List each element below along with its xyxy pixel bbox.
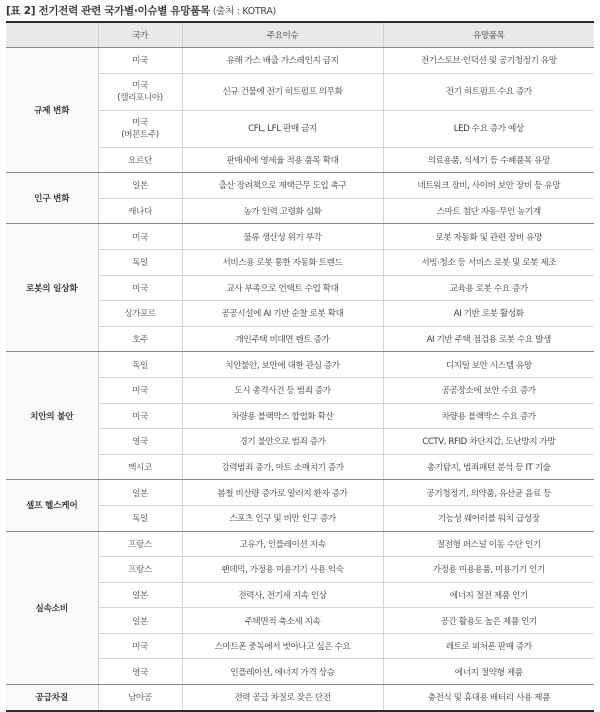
issue-cell: 팬데믹, 가정용 미용기기 사용 익숙 xyxy=(182,557,383,583)
table-row xyxy=(6,48,594,74)
issue-cell: 농가 인력 고령화 심화 xyxy=(182,198,383,224)
country-cell: 영국 xyxy=(98,659,182,685)
country-cell: 미국 xyxy=(98,377,182,403)
country-cell: 요르단 xyxy=(98,147,182,173)
item-cell: 스마트 첨단 자동·무인 농기계 xyxy=(383,198,594,224)
table-header-row xyxy=(6,22,594,48)
table-row xyxy=(6,480,594,506)
item-cell: 네트워크 장비, 사이버 보안 장비 등 유망 xyxy=(383,173,594,199)
header-item: 유망품목 xyxy=(383,22,594,48)
issue-cell: 스마트폰 중독에서 벗어나고 싶은 수요 xyxy=(182,633,383,659)
header-category xyxy=(6,22,98,48)
item-cell: 전기 히트펌프 수요 증가 xyxy=(383,73,594,110)
country-cell: 일본 xyxy=(98,582,182,608)
country-cell: 멕시코 xyxy=(98,454,182,480)
item-cell: AI 기반 로봇 활성화 xyxy=(383,301,594,327)
issue-cell: 물류 생산성 위기 부각 xyxy=(182,224,383,250)
country-cell: 프랑스 xyxy=(98,557,182,583)
table-row xyxy=(6,685,594,711)
country-cell: 프랑스 xyxy=(98,531,182,557)
item-cell: 절전형 퍼스널 이동 수단 인기 xyxy=(383,531,594,557)
issue-cell: 차량용 블랙박스 합법화 확산 xyxy=(182,403,383,429)
item-cell: 서빙·청소 등 서비스 로봇 및 로봇 제조 xyxy=(383,249,594,275)
category-cell: 규제 변화 xyxy=(6,48,98,173)
issue-cell: 공공시설에 AI 기반 순찰 로봇 확대 xyxy=(182,301,383,327)
country-cell: 미국 xyxy=(98,633,182,659)
header-issue: 주요이슈 xyxy=(182,22,383,48)
table-row xyxy=(6,352,594,378)
item-cell: CCTV, RFID 차단지갑, 도난방지 가방 xyxy=(383,429,594,455)
issue-cell: 경기 불안으로 범죄 증가 xyxy=(182,429,383,455)
table-body xyxy=(6,48,594,711)
issue-cell: CFL, LFL 판매 금지 xyxy=(182,110,383,147)
issue-cell: 판매세에 영세율 적용 품목 확대 xyxy=(182,147,383,173)
issue-cell: 도시 총격사건 등 범죄 증가 xyxy=(182,377,383,403)
issues-table xyxy=(6,21,594,712)
country-cell: 미국 (버몬트주) xyxy=(98,110,182,147)
header-country: 국가 xyxy=(98,22,182,48)
item-cell: 디지털 보안 시스템 유망 xyxy=(383,352,594,378)
country-cell: 미국 xyxy=(98,224,182,250)
item-cell: LED 수요 증가 예상 xyxy=(383,110,594,147)
country-cell: 싱가포르 xyxy=(98,301,182,327)
category-cell: 인구 변화 xyxy=(6,173,98,224)
category-cell: 셀프 헬스케어 xyxy=(6,480,98,531)
item-cell: 차량용 블랙박스 수요 증가 xyxy=(383,403,594,429)
issue-cell: 개인주택 비대면 렌트 증가 xyxy=(182,326,383,352)
issue-cell: 신규 건물에 전기 히트펌프 의무화 xyxy=(182,73,383,110)
item-cell: 공공장소에 보안 수요 증가 xyxy=(383,377,594,403)
issue-cell: 치안불안, 보안에 대한 관심 증가 xyxy=(182,352,383,378)
item-cell: AI 기반 주택 점검용 로봇 수요 발생 xyxy=(383,326,594,352)
issue-cell: 출산 장려책으로 재택근무 도입 촉구 xyxy=(182,173,383,199)
category-cell: 치안의 불안 xyxy=(6,352,98,480)
table-row xyxy=(6,173,594,199)
table-source: (출처 : KOTRA) xyxy=(212,6,276,17)
item-cell: 교육용 로봇 수요 증가 xyxy=(383,275,594,301)
country-cell: 독일 xyxy=(98,249,182,275)
country-cell: 독일 xyxy=(98,505,182,531)
country-cell: 미국 xyxy=(98,48,182,74)
issue-cell: 스포츠 인구 및 비만 인구 증가 xyxy=(182,505,383,531)
issue-cell: 고유가, 인플레이션 지속 xyxy=(182,531,383,557)
item-cell: 에너지 절전 제품 인기 xyxy=(383,582,594,608)
category-cell: 로봇의 일상화 xyxy=(6,224,98,352)
country-cell: 미국 (캘리포니아) xyxy=(98,73,182,110)
item-cell: 기능성 웨어러블 워치 급성장 xyxy=(383,505,594,531)
item-cell: 로봇 자동화 및 관련 장비 유망 xyxy=(383,224,594,250)
issue-cell: 강력범죄 증가, 마트 소매치기 증가 xyxy=(182,454,383,480)
issue-cell: 교사 부족으로 언택트 수업 확대 xyxy=(182,275,383,301)
item-cell: 레트로 피처폰 판매 증가 xyxy=(383,633,594,659)
table-row xyxy=(6,224,594,250)
item-cell: 에너지 절약형 제품 xyxy=(383,659,594,685)
item-cell: 의료용품, 식세기 등 수혜품목 유망 xyxy=(383,147,594,173)
country-cell: 일본 xyxy=(98,173,182,199)
country-cell: 일본 xyxy=(98,608,182,634)
item-cell: 전기스토브·인덕션 및 공기청정기 유망 xyxy=(383,48,594,74)
category-cell: 공급차질 xyxy=(6,685,98,711)
table-title: [표 2] 전기전력 관련 국가별·이슈별 유망품목 xyxy=(6,5,210,17)
table-row xyxy=(6,531,594,557)
item-cell: 공간 활용도 높은 제품 인기 xyxy=(383,608,594,634)
issue-cell: 봄철 비산량 증가로 알러지 환자 증가 xyxy=(182,480,383,506)
item-cell: 총기탐지, 범죄패턴 분석 등 IT 기술 xyxy=(383,454,594,480)
country-cell: 캐나다 xyxy=(98,198,182,224)
item-cell: 공기청정기, 의약품, 유산균 음료 등 xyxy=(383,480,594,506)
country-cell: 독일 xyxy=(98,352,182,378)
issue-cell: 서비스용 로봇 통한 자동화 트렌드 xyxy=(182,249,383,275)
category-cell: 실속소비 xyxy=(6,531,98,685)
country-cell: 남아공 xyxy=(98,685,182,711)
country-cell: 일본 xyxy=(98,480,182,506)
country-cell: 미국 xyxy=(98,275,182,301)
country-cell: 영국 xyxy=(98,429,182,455)
issue-cell: 전력사, 전기세 지속 인상 xyxy=(182,582,383,608)
country-cell: 호주 xyxy=(98,326,182,352)
item-cell: 가정용 미용용품, 미용기기 인기 xyxy=(383,557,594,583)
table-caption xyxy=(6,3,276,18)
country-cell: 미국 xyxy=(98,403,182,429)
issue-cell: 인플레이션, 에너지 가격 상승 xyxy=(182,659,383,685)
issue-cell: 전력 공급 차질로 잦은 단전 xyxy=(182,685,383,711)
item-cell: 충전식 및 휴대용 배터리 사용 제품 xyxy=(383,685,594,711)
issue-cell: 주택면적 축소세 지속 xyxy=(182,608,383,634)
issue-cell: 유해 가스 배출 가스레인지 금지 xyxy=(182,48,383,74)
